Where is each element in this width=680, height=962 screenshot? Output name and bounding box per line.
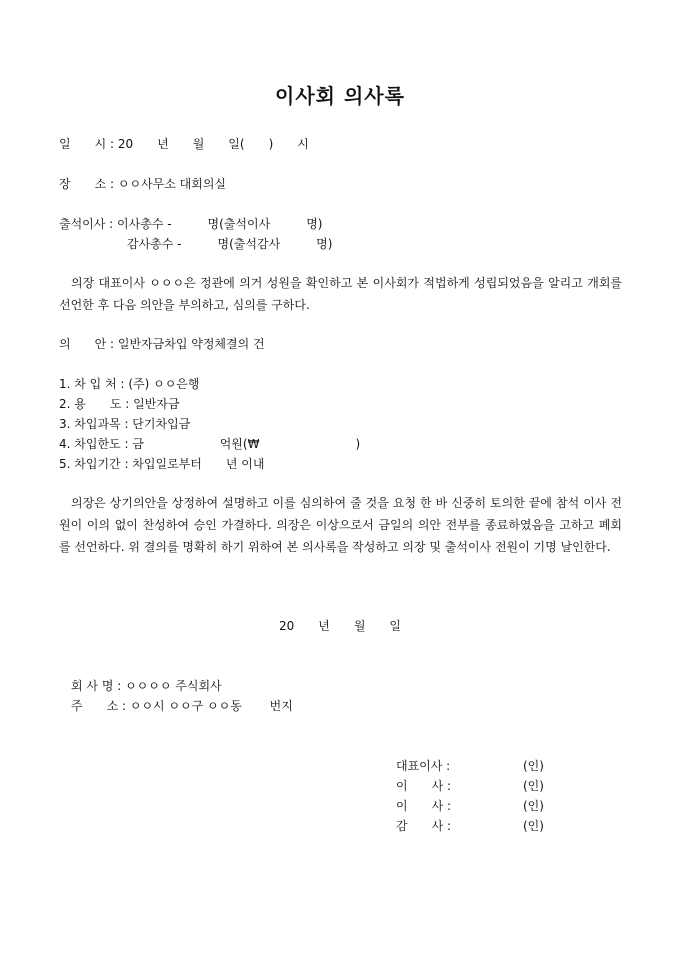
seal-ceo: (인): [523, 759, 544, 773]
company-address: 주 소 : ㅇㅇ시 ㅇㅇ구 ㅇㅇ동 번지: [71, 699, 293, 713]
attending-directors: 출석이사 : 이사총수 - 명(출석이사 명): [59, 217, 323, 231]
item-period: 5. 차입기간 : 차입일로부터 년 이내: [59, 457, 265, 471]
item-purpose: 2. 용 도 : 일반자금: [59, 397, 180, 411]
signature-role-director-2: 이 사 :: [396, 799, 452, 813]
signature-role-auditor: 감 사 :: [396, 819, 452, 833]
meeting-place: 장 소 : ㅇㅇ사무소 대회의실: [59, 177, 226, 191]
item-limit: 4. 차입한도 : 금 억원(₩ ): [59, 437, 361, 451]
document-title: 이사회 의사록: [275, 84, 405, 108]
seal-director-1: (인): [523, 779, 544, 793]
item-account: 3. 차입과목 : 단기차입금: [59, 417, 191, 431]
signature-role-director-1: 이 사 :: [396, 779, 452, 793]
agenda: 의 안 : 일반자금차입 약정체결의 건: [59, 337, 265, 351]
seal-auditor: (인): [523, 819, 544, 833]
item-lender: 1. 차 입 처 : (주) ㅇㅇ은행: [59, 377, 200, 391]
resolution-paragraph: 의장은 상기의안을 상정하여 설명하고 이를 심의하여 줄 것을 요청 한 바 신중히 토의한 끝에 참석 이사 전원이 이의 없이 찬성하여 승인 가결하다. 의장은 이상으로서 금일의 의안 전부를 종료하였음을 고하고 폐회를 선언하다. 위 결의를 명확히 하기 위하여 본 의사록을 작성하고 의장 및 출석이사 전원이 기명 날인한다.: [59, 496, 622, 554]
company-name: 회 사 명 : ㅇㅇㅇㅇ 주식회사: [71, 679, 222, 693]
attending-auditors: 감사총수 - 명(출석감사 명): [127, 237, 333, 251]
document-date: 20 년 월 일: [278, 619, 402, 633]
seal-director-2: (인): [523, 799, 544, 813]
meeting-datetime: 일 시 : 20 년 월 일( ) 시: [59, 137, 309, 151]
opening-paragraph: 의장 대표이사 ㅇㅇㅇ은 정관에 의거 성원을 확인하고 본 이사회가 적법하게 성립되었음을 알리고 개회를 선언한 후 다음 의안을 부의하고, 심의를 구하다.: [59, 276, 622, 312]
signature-role-ceo: 대표이사 :: [396, 759, 451, 773]
